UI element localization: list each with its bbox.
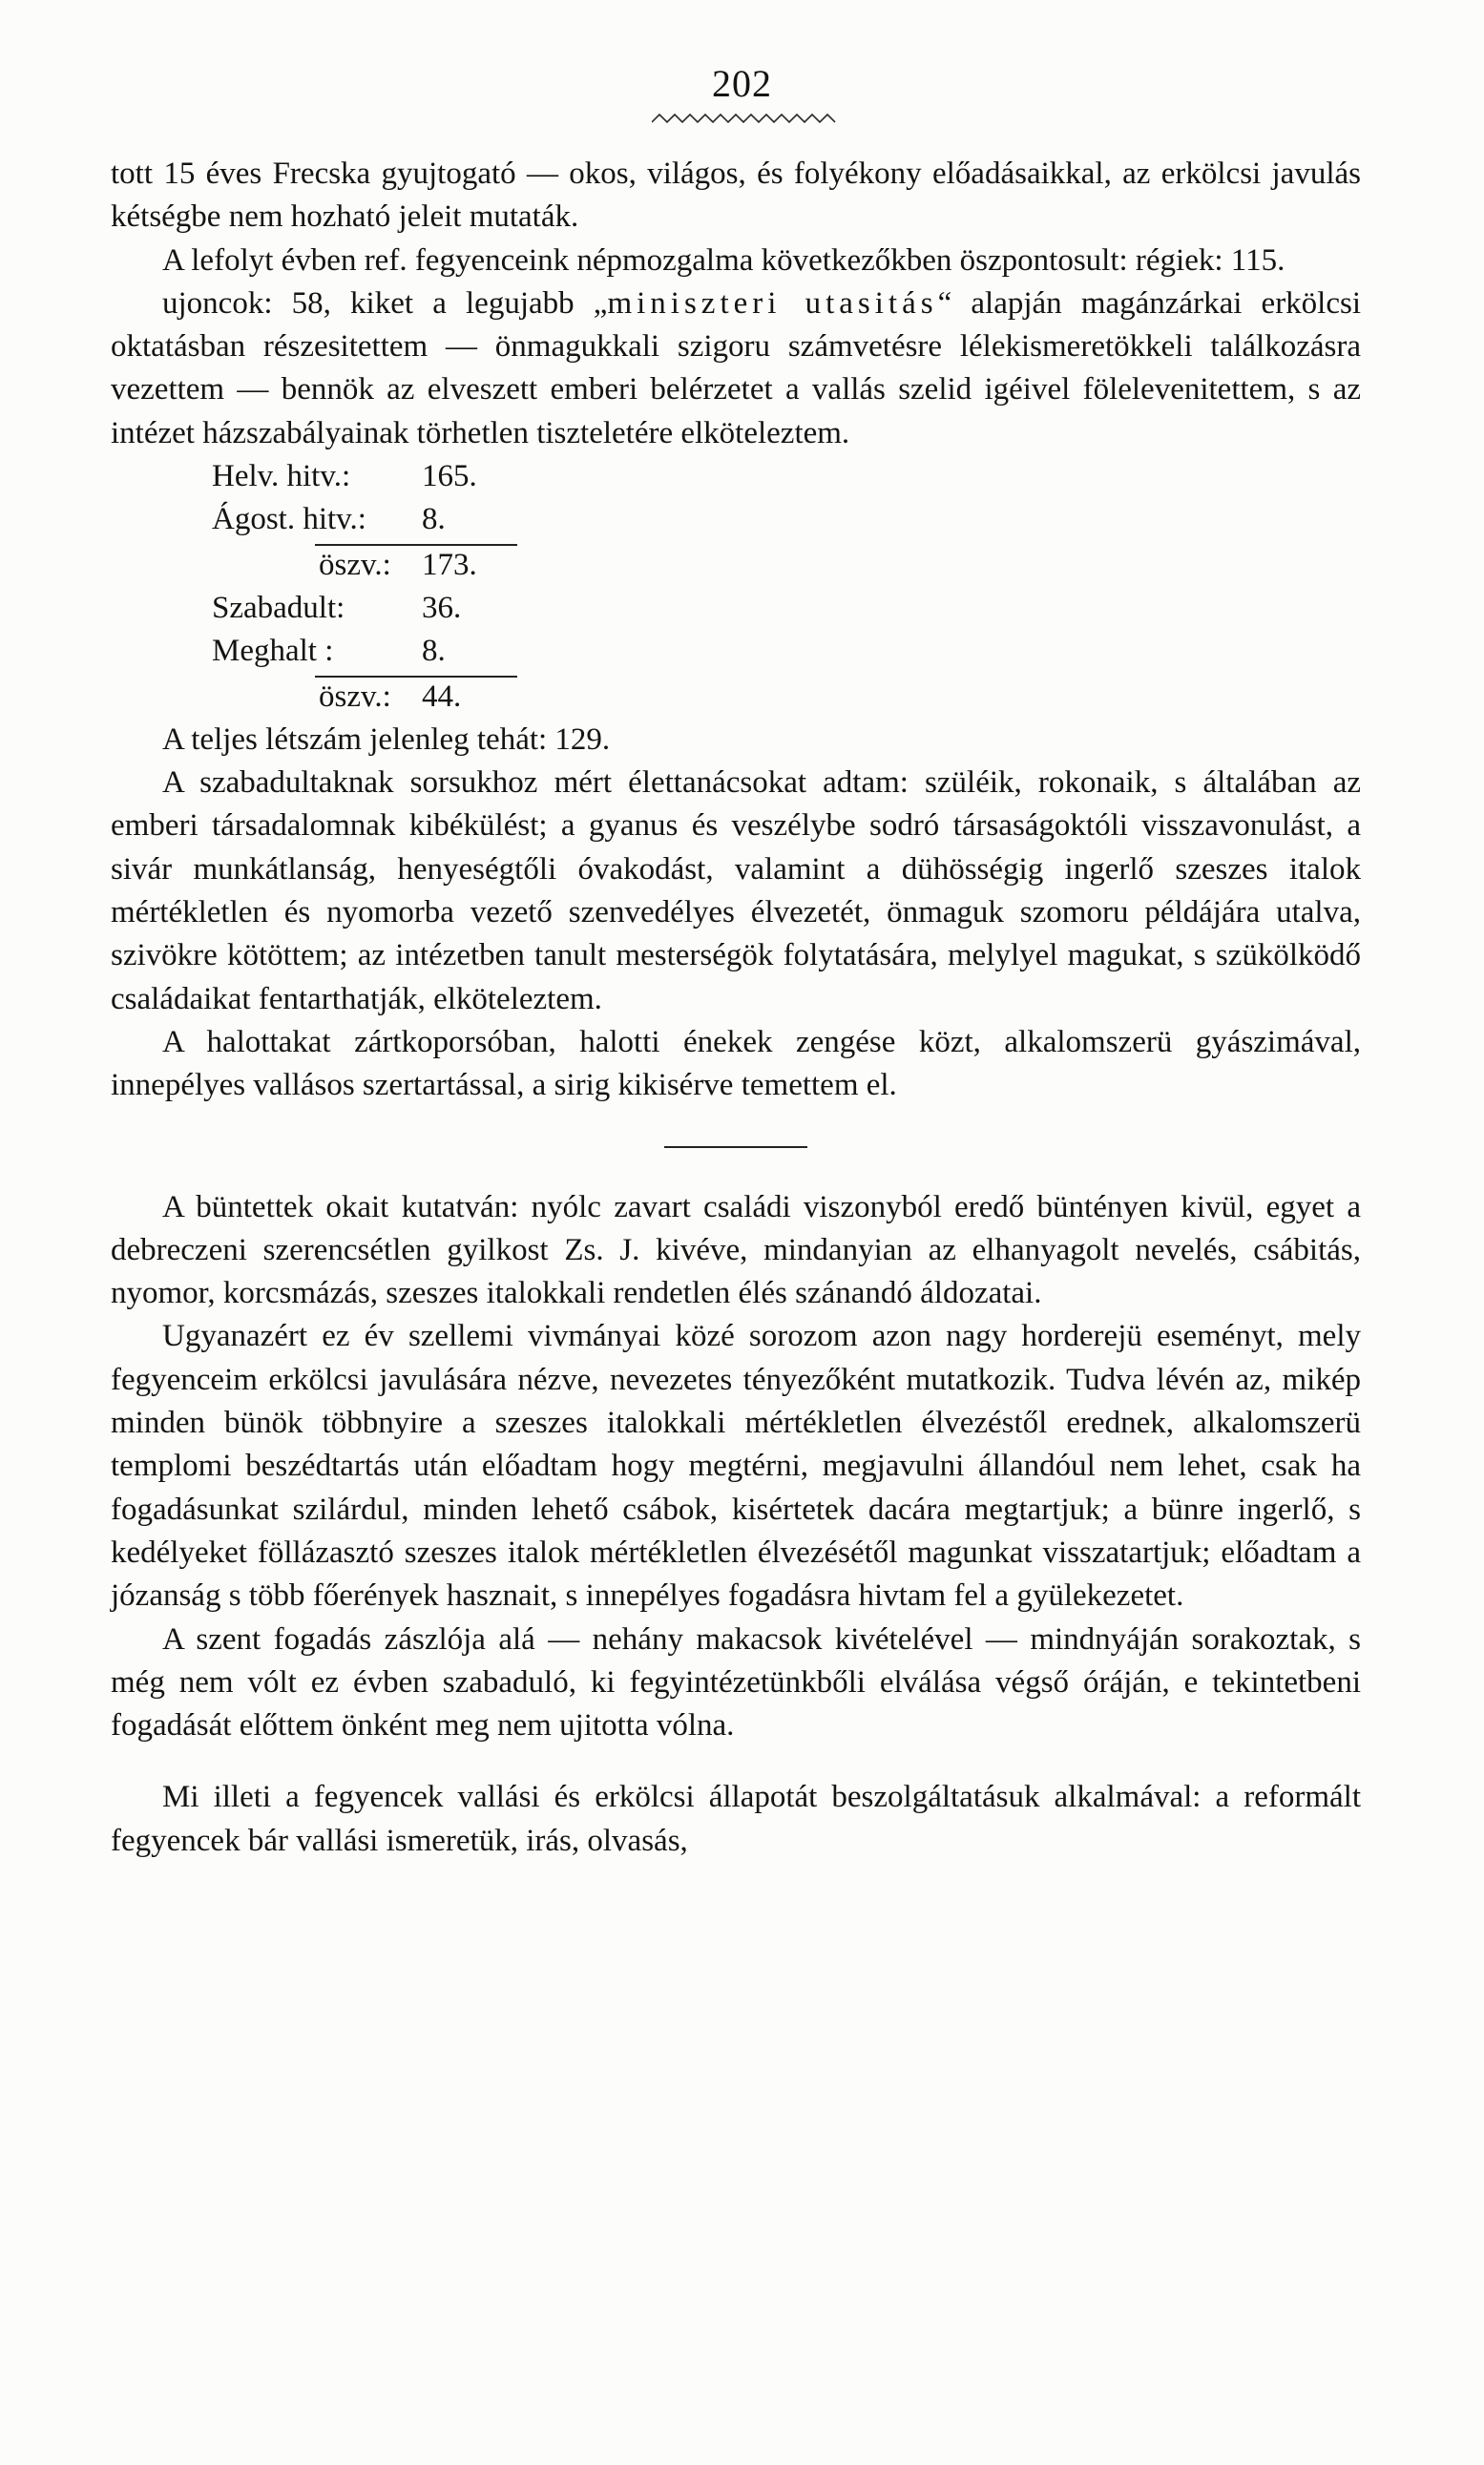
paragraph-1: tott 15 éves Frecska gyujtogató — okos, világos, és folyékony előadásaikkal, az erkölcsi javulás kétségbe nem hozható jeleit mutaták. xyxy=(111,157,1361,235)
paragraph-8: Ugyanazért ez év szellemi vivmányai közé sorozom azon nagy horderejü eseményt, mely fegyenceim erkölcsi javulására nézve, nevezetes tényezőként mutatkozik. Tudva lévén az, mikép minden bünök többnyire a szeszes italokkali mértékletlen élvezéstől erednek, alkalomszerü templomi beszédtartás után előadtam hogy megtérni, megjavulni állandóul nem lehet, csak ha fogadásunkat szilárdul, minden lehető csábok, kisértetek dacára megtartjuk; a bünre ingerlő, s kedélyeket föllázasztó szeszes italok mértékletlen élvezésétől magunkat visszatartjuk; előadtam a józanság s több főerények hasznait, s innepélyes fogadásra hivtam fel a gyülekezetet. xyxy=(111,1319,1361,1614)
stat-value: 36. xyxy=(422,590,462,625)
stat-value: 8. xyxy=(422,502,446,537)
paragraph-3-rest: “ alapján magánzárkai erkölcsi oktatásban részesitettem — önmagukkali szigoru számvetésre lélekismeretökkeli találkozásra vezettem — bennök az elveszett emberi belérzetet a vallás szelid igéivel fölelevenitettem, s az intézet házszabályainak törhetlen tiszteletére elköteleztem. xyxy=(111,285,1362,450)
stat-label: öszv.: xyxy=(319,547,391,582)
paragraph-5: A szabadultaknak sorsukhoz mért élettanácsokat adtam: szüléik, rokonaik, s általában az emberi társadalomnak kibékülést; a gyanus és veszélybe sodró társaságoktóli visszavonulást, a sivár munkátlanság, henyeségtőli óvakodást, valamint a dühösségig ingerlő szeszes italok mértékletlen és nyomorba vezető szenvedélyes élvezetét, önmaguk szomoru példájára utalva, szivökre kötöttem; az intézetben tanult mesterségök folytatására, melylyel magukat, s szükölködő családaikat fentarthatják, elköteleztem. xyxy=(111,765,1361,1016)
paragraph-2: A lefolyt évben ref. fegyenceink népmozgalma következőkben öszpontosult: régiek: 115. xyxy=(162,242,1285,278)
stat-row-sum1 xyxy=(212,544,527,587)
stat-row-agost xyxy=(212,498,527,541)
stat-value: 173. xyxy=(422,547,477,582)
paragraph-9: A szent fogadás zászlója alá — nehány makacsok kivételével — mindnyáján sorakoztak, s még nem vólt ez évben szabaduló, ki fegyintézetünkbőli elválása végső óráján, e tekintetbeni fogadását előttem önként meg nem ujitotta vólna. xyxy=(111,1621,1361,1744)
spacer xyxy=(111,1747,1361,1776)
stat-label: Meghalt : xyxy=(212,634,334,669)
stat-label: öszv.: xyxy=(319,679,391,714)
paragraph-4: A teljes létszám jelenleg tehát: 129. xyxy=(162,721,611,757)
stat-value: 165. xyxy=(422,459,477,494)
stat-label: Szabadult: xyxy=(212,590,345,625)
wavy-ornament xyxy=(652,111,837,126)
paragraph-3 xyxy=(111,282,1361,455)
page-number: 202 xyxy=(712,62,772,105)
spaced-emphasis: miniszteri utasitás xyxy=(607,285,938,321)
statistics-block xyxy=(212,455,1361,719)
stat-row-meghalt xyxy=(212,630,527,673)
paragraph-6: A halottakat zártkoporsóban, halotti énekek zengése közt, alkalomszerü gyászimával, innepélyes vallásos szertartással, a sirig kikisérve temettem el. xyxy=(111,1024,1361,1103)
section-divider xyxy=(664,1146,807,1148)
paragraph-10: Mi illeti a fegyencek vallási és erkölcsi állapotát beszolgáltatásuk alkalmával: a reformált fegyencek bár vallási ismeretük, irás, olvasás, xyxy=(111,1780,1361,1858)
stat-value: 44. xyxy=(422,679,462,714)
stat-row-sum2 xyxy=(212,676,527,719)
paragraph-7: A büntettek okait kutatván: nyólc zavart családi viszonyból eredő büntényen kivül, egyet a debreczeni szerencsétlen gyilkost Zs. J. kivéve, mindanyian az elhanyagolt nevelés, csábitás, nyomor, korcsmázás, szeszes italokkali rendetlen élés szánandó áldozatai. xyxy=(111,1189,1361,1311)
paragraph-3-start: ujonсok: 58, kiket a legujabb „ xyxy=(162,285,608,321)
body-text xyxy=(111,153,1361,1863)
stat-value: 8. xyxy=(422,634,446,669)
stat-row-szabadult xyxy=(212,587,527,630)
stat-label: Ágost. hitv.: xyxy=(212,502,366,537)
stat-row-helv xyxy=(212,455,527,498)
stat-label: Helv. hitv.: xyxy=(212,459,351,494)
